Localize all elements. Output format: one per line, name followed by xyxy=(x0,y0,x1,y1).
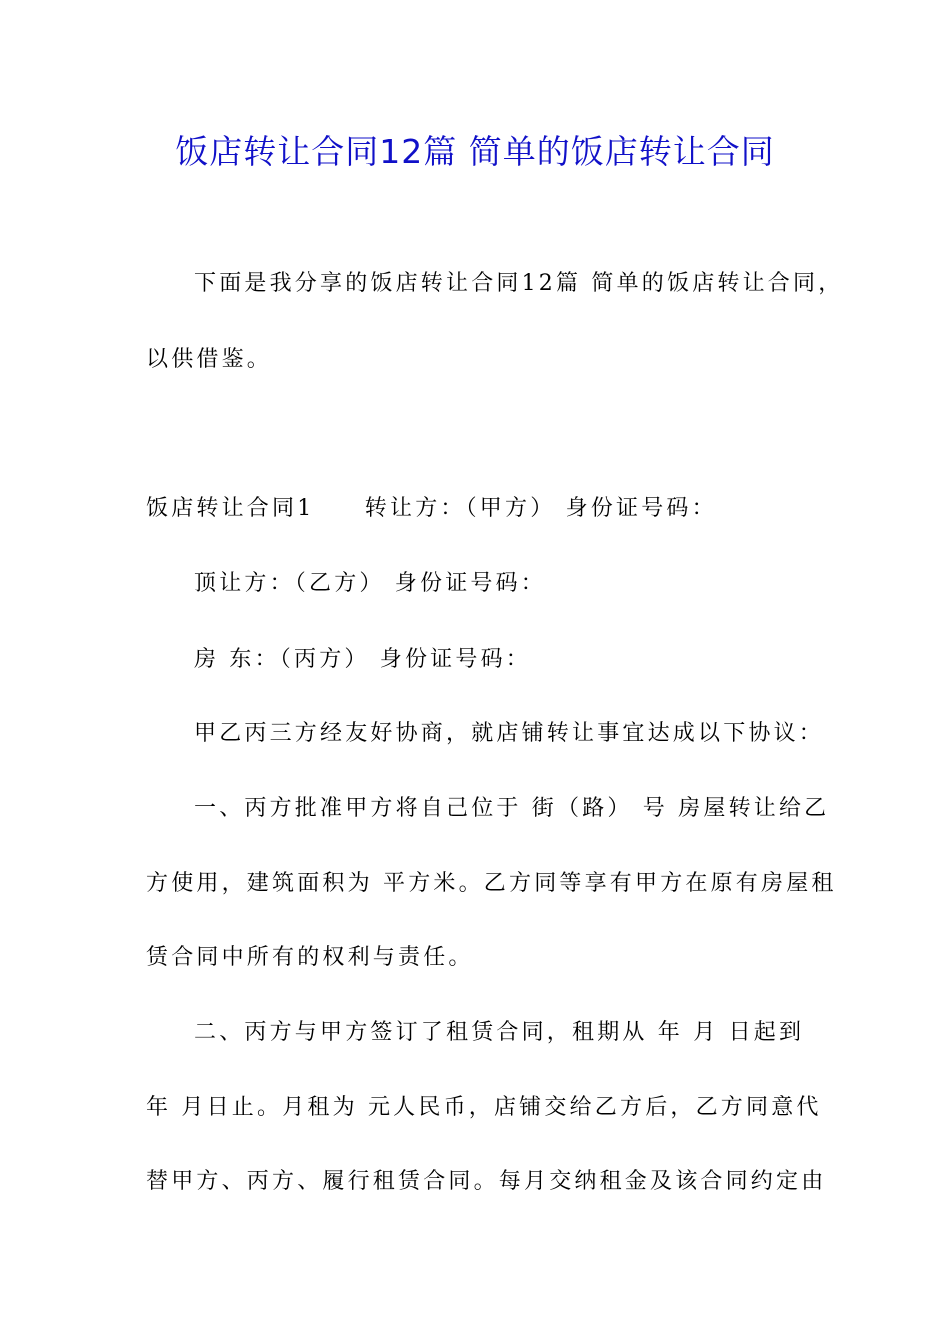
clause-2-line-3: 替甲方、丙方、履行租赁合同。每月交纳租金及该合同约定由 xyxy=(146,1169,827,1194)
contract-heading-line: 饭店转让合同1 转让方：（甲方） 身份证号码： xyxy=(146,496,717,521)
party-c-line: 房 东：（丙方） 身份证号码： xyxy=(194,647,531,672)
paragraph-intro-line-2: 以供借鉴。 xyxy=(146,347,273,372)
agreement-intro-line: 甲乙丙三方经友好协商，就店铺转让事宜达成以下协议： xyxy=(194,721,825,746)
clause-2-line-2: 年 月日止。月租为 元人民币，店铺交给乙方后，乙方同意代 xyxy=(146,1095,822,1120)
paragraph-intro-line-1: 下面是我分享的饭店转让合同12篇 简单的饭店转让合同， xyxy=(194,271,844,296)
clause-1-line-1: 一、丙方批准甲方将自己位于 街（路） 号 房屋转让给乙 xyxy=(194,796,830,821)
clause-2-line-1: 二、丙方与甲方签订了租赁合同，租期从 年 月 日起到 xyxy=(194,1020,805,1045)
clause-1-line-2: 方使用，建筑面积为 平方米。乙方同等享有甲方在原有房屋租 xyxy=(146,871,837,896)
document-title: 饭店转让合同12篇 简单的饭店转让合同 xyxy=(175,132,775,171)
party-b-line: 顶让方：（乙方） 身份证号码： xyxy=(194,571,546,596)
clause-1-line-3: 赁合同中所有的权利与责任。 xyxy=(146,945,474,970)
